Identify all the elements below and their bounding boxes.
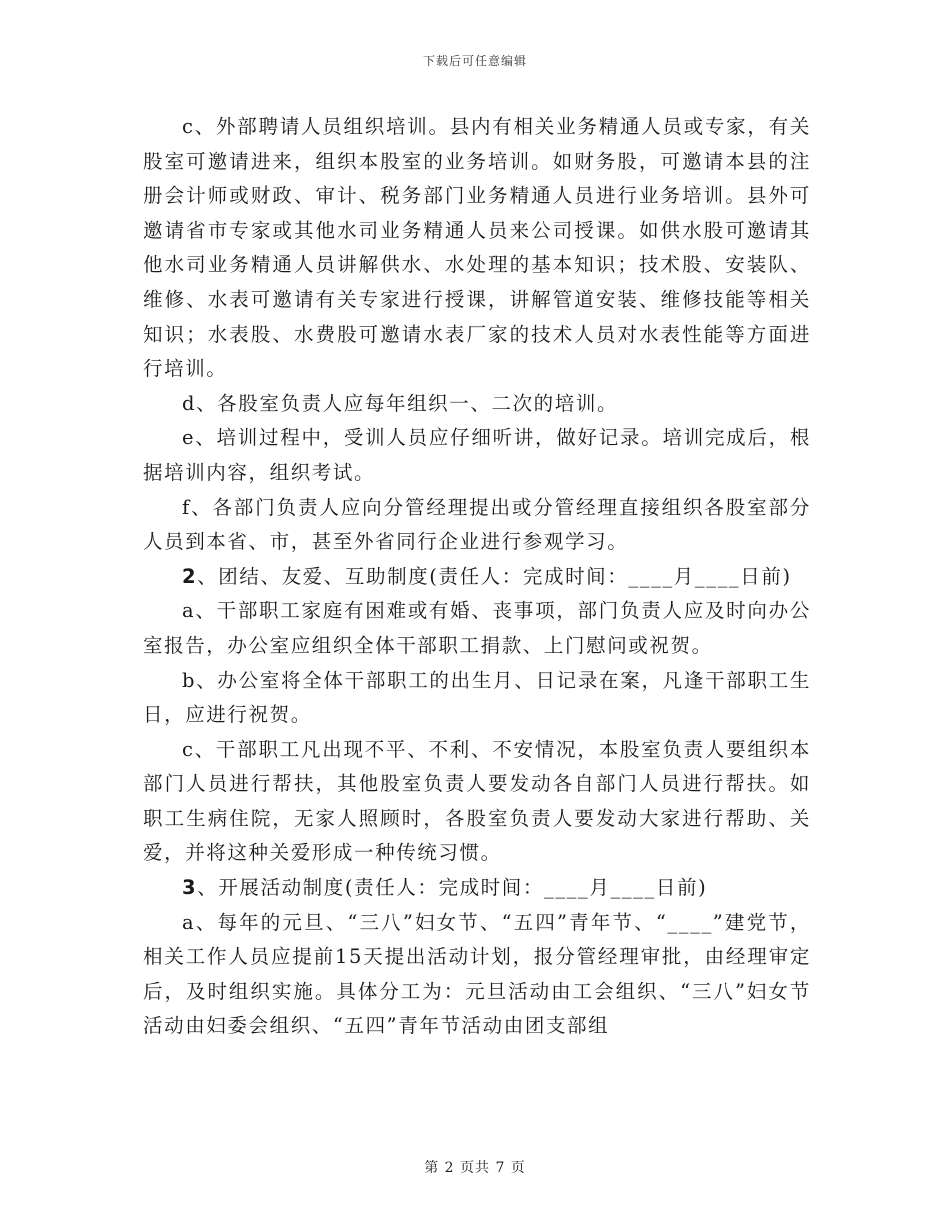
section-number: 2	[182, 564, 198, 588]
section-heading-2	[143, 560, 811, 595]
section-heading-3	[143, 871, 811, 906]
section-number: 3	[182, 876, 198, 900]
paragraph-a-holiday-activities: a、每年的元旦、“三八”妇女节、“五四”青年节、“____”建党节，相关工作人员应提前15天提出活动计划，报分管经理审批，由经理审定后，及时组织实施。具体分工为：元旦活动由工会组织、“三八”妇女节活动由妇委会组织、“五四”青年节活动由团支部组	[143, 910, 811, 1038]
document-body	[143, 110, 811, 1044]
paragraph-e-training-process: e、培训过程中，受训人员应仔细听讲，做好记录。培训完成后，根据培训内容，组织考试。	[143, 426, 811, 484]
paragraph-f-site-visit: f、各部门负责人应向分管经理提出或分管经理直接组织各股室部分人员到本省、市，甚至外省同行企业进行参观学习。	[143, 495, 811, 554]
section-title: 、团结、友爱、互助制度(责任人：完成时间：____月____日前)	[197, 564, 792, 588]
paragraph-a-hardship-support: a、干部职工家庭有困难或有婚、丧事项，部门负责人应及时向办公室报告，办公室应组织全体干部职工捐款、上门慰问或祝贺。	[143, 599, 811, 657]
paragraph-c-external-training: c、外部聘请人员组织培训。县内有相关业务精通人员或专家，有关股室可邀请进来，组织本股室的业务培训。如财务股，可邀请本县的注册会计师或财政、审计、税务部门业务精通人员进行业务培训。县外可邀请省市专家或其他水司业务精通人员来公司授课。如供水股可邀请其他水司业务精通人员讲解供水、水处理的基本知识；技术股、安装队、维修、水表可邀请有关专家进行授课，讲解管道安装、维修技能等相关知识；水表股、水费股可邀请水表厂家的技术人员对水表性能等方面进行培训。	[143, 115, 811, 381]
page-footer: 第 2 页共 7 页	[424, 1160, 526, 1176]
paragraph-d-training-frequency: d、各股室负责人应每年组织一、二次的培训。	[182, 391, 619, 415]
paragraph-c-mutual-help: c、干部职工凡出现不平、不利、不安情况，本股室负责人要组织本部门人员进行帮扶，其他股室负责人要发动各自部门人员进行帮扶。如职工生病住院，无家人照顾时，各股室负责人要发动大家进行帮助、关爱，并将这种关爱形成一种传统习惯。	[143, 737, 811, 865]
paragraph-b-birthday-records: b、办公室将全体干部职工的出生月、日记录在案，凡逢干部职工生日，应进行祝贺。	[143, 668, 811, 727]
page-header: 下载后可任意编辑	[422, 54, 527, 68]
section-title: 、开展活动制度(责任人：完成时间：____月____日前)	[197, 876, 708, 900]
